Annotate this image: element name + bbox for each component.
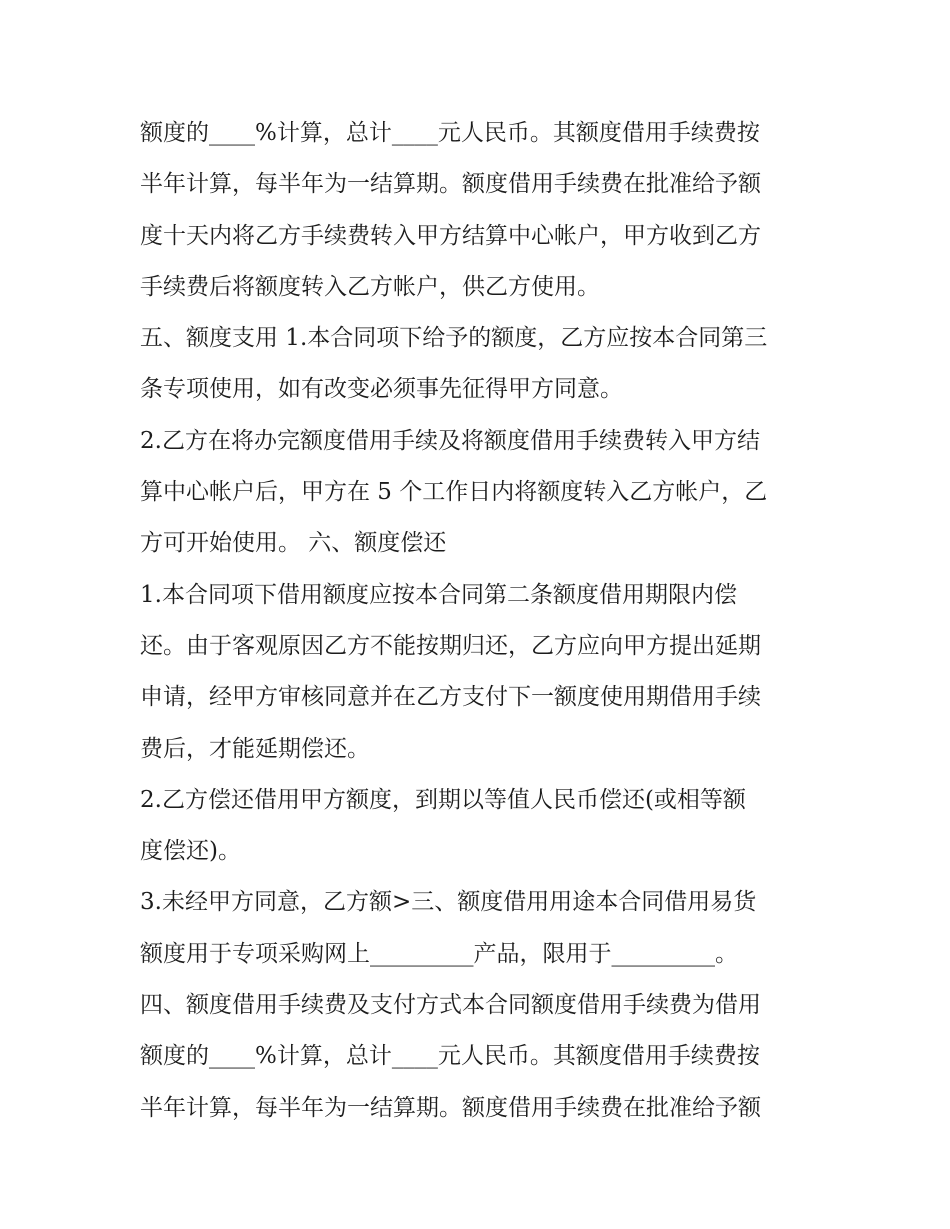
text-line: 2.乙方偿还借用甲方额度，到期以等值人民币偿还(或相等额 xyxy=(140,786,746,813)
text-line: 1.本合同项下借用额度应按本合同第二条额度借用期限内偿 xyxy=(140,581,737,608)
text-line: 3.未经甲方同意，乙方额>三、额度借用用途本合同借用易货 xyxy=(140,889,757,916)
text-line: 五、额度支用 1.本合同项下给予的额度，乙方应按本合同第三 xyxy=(140,325,768,352)
document-body xyxy=(140,108,820,1134)
text-line: 度偿还)。 xyxy=(140,838,241,865)
text-line: 半年计算，每半年为一结算期。额度借用手续费在批准给予额 xyxy=(140,1094,761,1121)
text-line: 额度用于专项采购网上_________产品，限用于_________。 xyxy=(140,940,738,967)
text-line: 还。由于客观原因乙方不能按期归还，乙方应向甲方提出延期 xyxy=(140,632,761,659)
text-line: 半年计算，每半年为一结算期。额度借用手续费在批准给予额 xyxy=(140,171,761,198)
text-line: 方可开始使用。 六、额度偿还 xyxy=(140,530,447,557)
text-line: 度十天内将乙方手续费转入甲方结算中心帐户，甲方收到乙方 xyxy=(140,222,761,249)
text-line: 2.乙方在将办完额度借用手续及将额度借用手续费转入甲方结 xyxy=(140,427,760,454)
text-line: 手续费后将额度转入乙方帐户，供乙方使用。 xyxy=(140,273,600,300)
text-line: 费后，才能延期偿还。 xyxy=(140,735,370,762)
text-line: 条专项使用，如有改变必须事先征得甲方同意。 xyxy=(140,376,623,403)
text-line: 额度的____%计算，总计____元人民币。其额度借用手续费按 xyxy=(140,120,760,146)
text-line: 算中心帐户后，甲方在 5 个工作日内将额度转入乙方帐户，乙 xyxy=(140,479,768,506)
text-line: 四、额度借用手续费及支付方式本合同额度借用手续费为借用 xyxy=(140,992,761,1019)
text-line: 额度的____%计算，总计____元人民币。其额度借用手续费按 xyxy=(140,1043,760,1070)
text-line: 申请，经甲方审核同意并在乙方支付下一额度使用期借用手续 xyxy=(140,684,761,711)
